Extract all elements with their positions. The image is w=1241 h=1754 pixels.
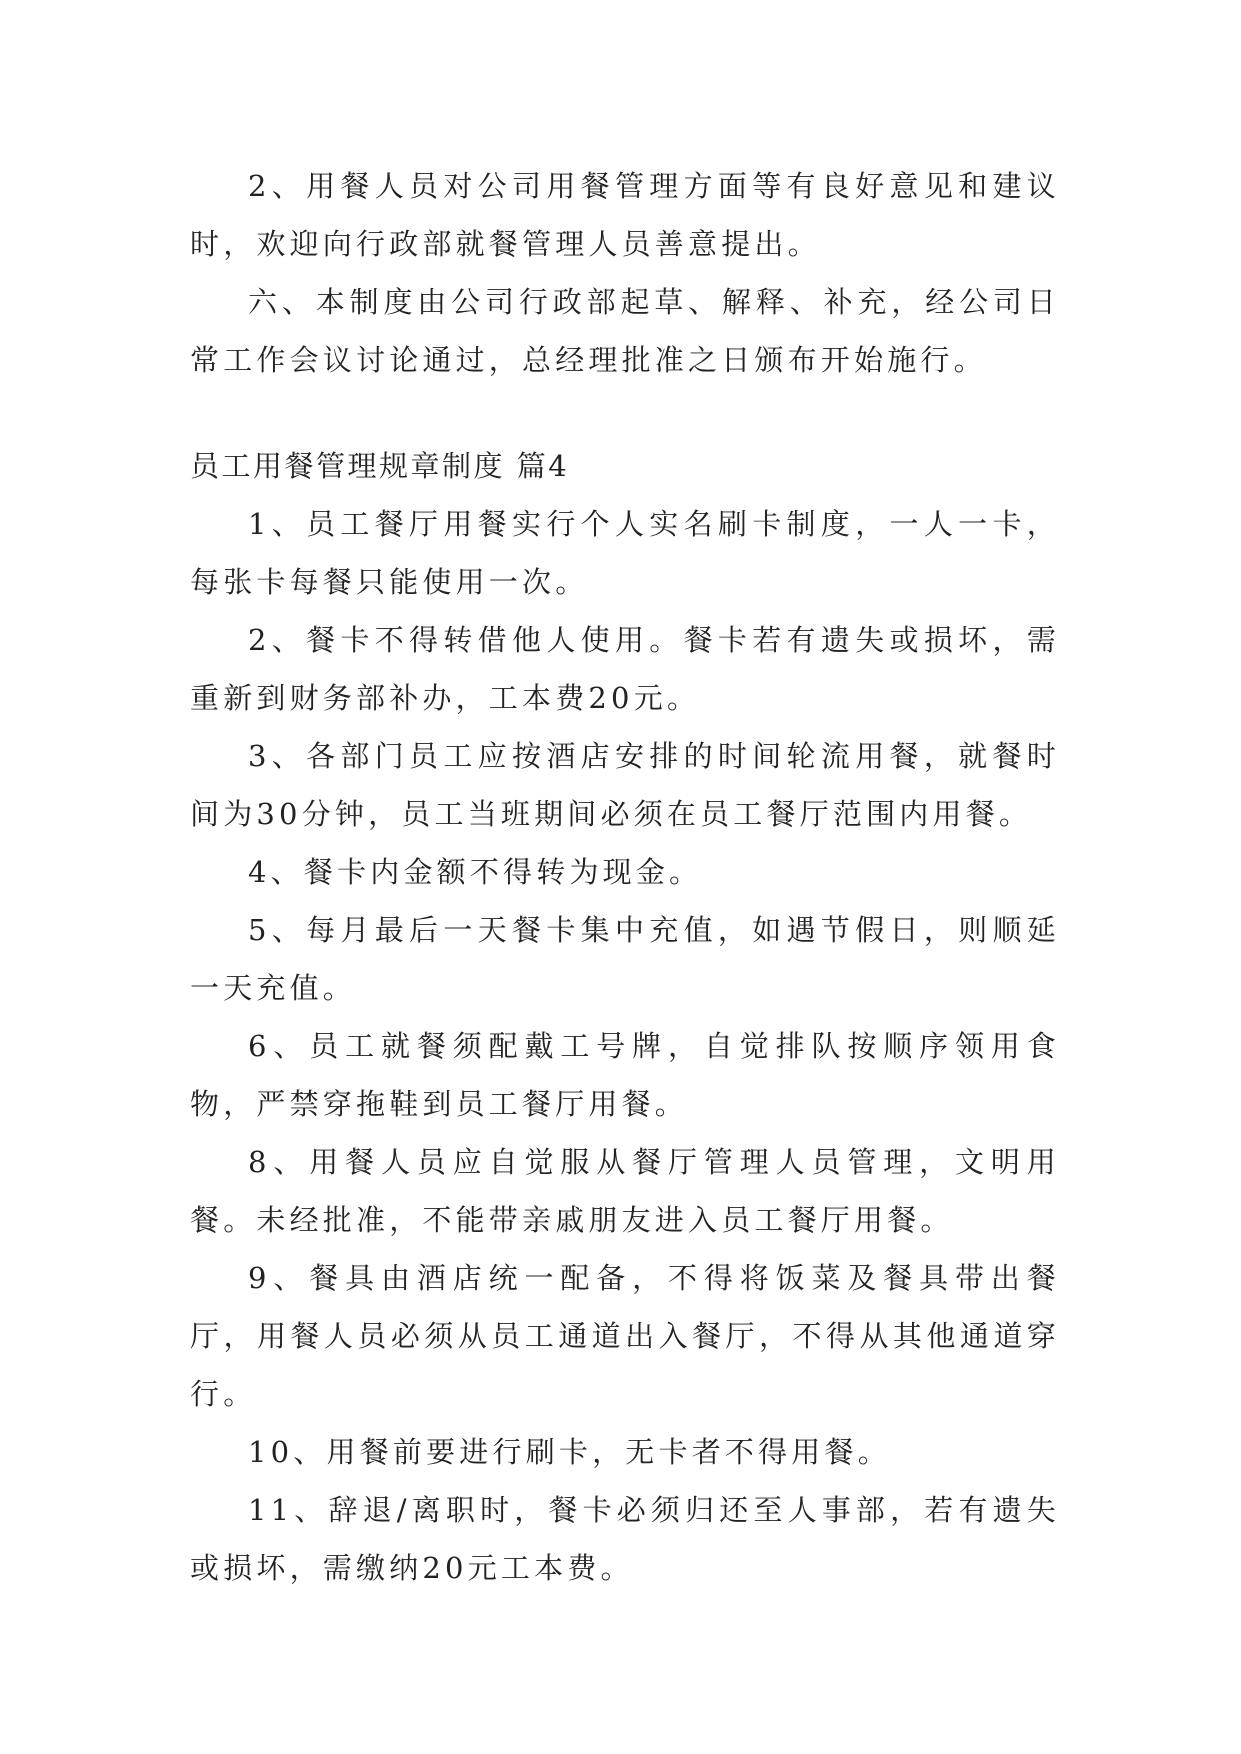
- document-page: [190, 157, 1060, 1597]
- rule-item: 4、餐卡内金额不得转为现金。: [248, 855, 703, 889]
- paragraph-prev-1: 2、用餐人员对公司用餐管理方面等有良好意见和建议时，欢迎向行政部就餐管理人员善意提出。: [190, 169, 1060, 261]
- rule-item: 9、餐具由酒店统一配备，不得将饭菜及餐具带出餐厅，用餐人员必须从员工通道出入餐厅，不得从其他通道穿行。: [190, 1261, 1060, 1411]
- rule-item: 2、餐卡不得转借他人使用。餐卡若有遗失或损坏，需重新到财务部补办，工本费20元。: [190, 623, 1060, 715]
- rule-item: 1、员工餐厅用餐实行个人实名刷卡制度，一人一卡，每张卡每餐只能使用一次。: [190, 507, 1060, 599]
- paragraph-prev-2: 六、本制度由公司行政部起草、解释、补充，经公司日常工作会议讨论通过，总经理批准之日颁布开始施行。: [190, 285, 1060, 377]
- rule-item: 10、用餐前要进行刷卡，无卡者不得用餐。: [248, 1435, 891, 1469]
- rule-item: 11、辞退/离职时，餐卡必须归还至人事部，若有遗失或损坏，需缴纳20元工本费。: [190, 1493, 1060, 1585]
- section-heading: 员工用餐管理规章制度 篇4: [190, 449, 570, 483]
- rule-item: 6、员工就餐须配戴工号牌，自觉排队按顺序领用食物，严禁穿拖鞋到员工餐厅用餐。: [190, 1029, 1060, 1121]
- rule-item: 3、各部门员工应按酒店安排的时间轮流用餐，就餐时间为30分钟，员工当班期间必须在员工餐厅范围内用餐。: [190, 739, 1060, 831]
- rule-item: 5、每月最后一天餐卡集中充值，如遇节假日，则顺延一天充值。: [190, 913, 1060, 1005]
- rule-item: 8、用餐人员应自觉服从餐厅管理人员管理，文明用餐。未经批准，不能带亲戚朋友进入员工餐厅用餐。: [190, 1145, 1060, 1237]
